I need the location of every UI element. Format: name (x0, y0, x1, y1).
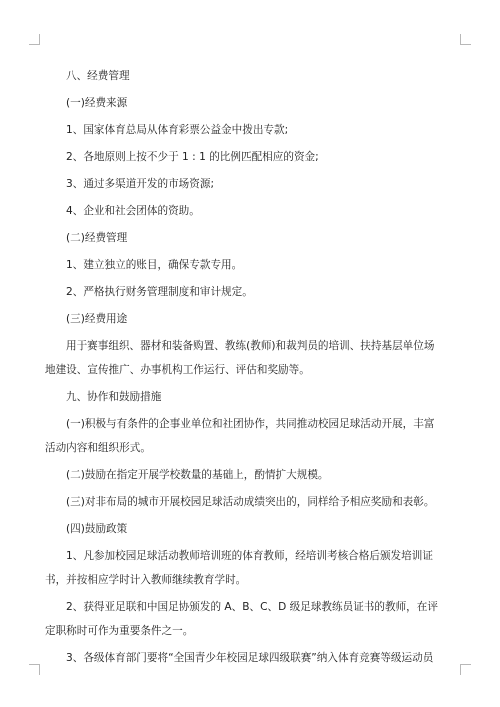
section-heading: 八、经费管理 (66, 70, 130, 82)
paragraph: 1、凡参加校园足球活动教师培训班的体育教师，经培训考核合格后颁发培训证 (66, 550, 433, 562)
paragraph: 3、各级体育部门要将“全国青少年校园足球四级联赛”纳入体育竞赛等级运动员 (66, 652, 434, 664)
paragraph-continuation: 地建设、宣传推广、办事机构工作运行、评估和奖励等。 (45, 364, 310, 376)
paragraph-continuation: 书，并按相应学时计入教师继续教育学时。 (45, 574, 247, 586)
subsection-heading: (二)经费管理 (66, 232, 128, 244)
paragraph-continuation: 活动内容和组织形式。 (45, 442, 151, 454)
crop-mark-bottom-left (29, 664, 40, 675)
section-heading: 九、协作和鼓励措施 (66, 391, 162, 403)
crop-mark-top-right (460, 34, 471, 45)
paragraph: (一)积极与有条件的企事业单位和社团协作，共同推动校园足球活动开展，丰富 (66, 418, 435, 430)
paragraph: (二)鼓励在指定开展学校数量的基础上，酌情扩大规模。 (66, 469, 329, 481)
paragraph-continuation: 定职称时可作为重要条件之一。 (45, 625, 194, 637)
paragraph: (三)对非布局的城市开展校园足球活动成绩突出的，同样给予相应奖励和表彰。 (66, 496, 435, 508)
crop-mark-bottom-right (460, 664, 471, 675)
subsection-heading: (一)经费来源 (66, 97, 128, 109)
subsection-heading: (四)鼓励政策 (66, 523, 128, 535)
paragraph: 用于赛事组织、器材和装备购置、教练(教师)和裁判员的培训、扶持基层单位场 (66, 340, 435, 352)
paragraph: 1、建立独立的账目，确保专款专用。 (66, 259, 243, 271)
paragraph: 1、国家体育总局从体育彩票公益金中拨出专款; (66, 124, 289, 136)
crop-mark-top-left (29, 34, 40, 45)
paragraph: 2、严格执行财务管理制度和审计规定。 (66, 286, 253, 298)
paragraph: 3、通过多渠道开发的市场资源; (66, 178, 215, 190)
paragraph: 2、获得亚足联和中国足协颁发的 A、B、C、D 级足球教练员证书的教师，在评 (66, 601, 438, 613)
subsection-heading: (三)经费用途 (66, 313, 128, 325)
paragraph: 4、企业和社会团体的资助。 (66, 205, 200, 217)
document-body (45, 58, 440, 665)
paragraph: 2、各地原则上按不少于 1 : 1 的比例匹配相应的资金; (66, 151, 319, 163)
